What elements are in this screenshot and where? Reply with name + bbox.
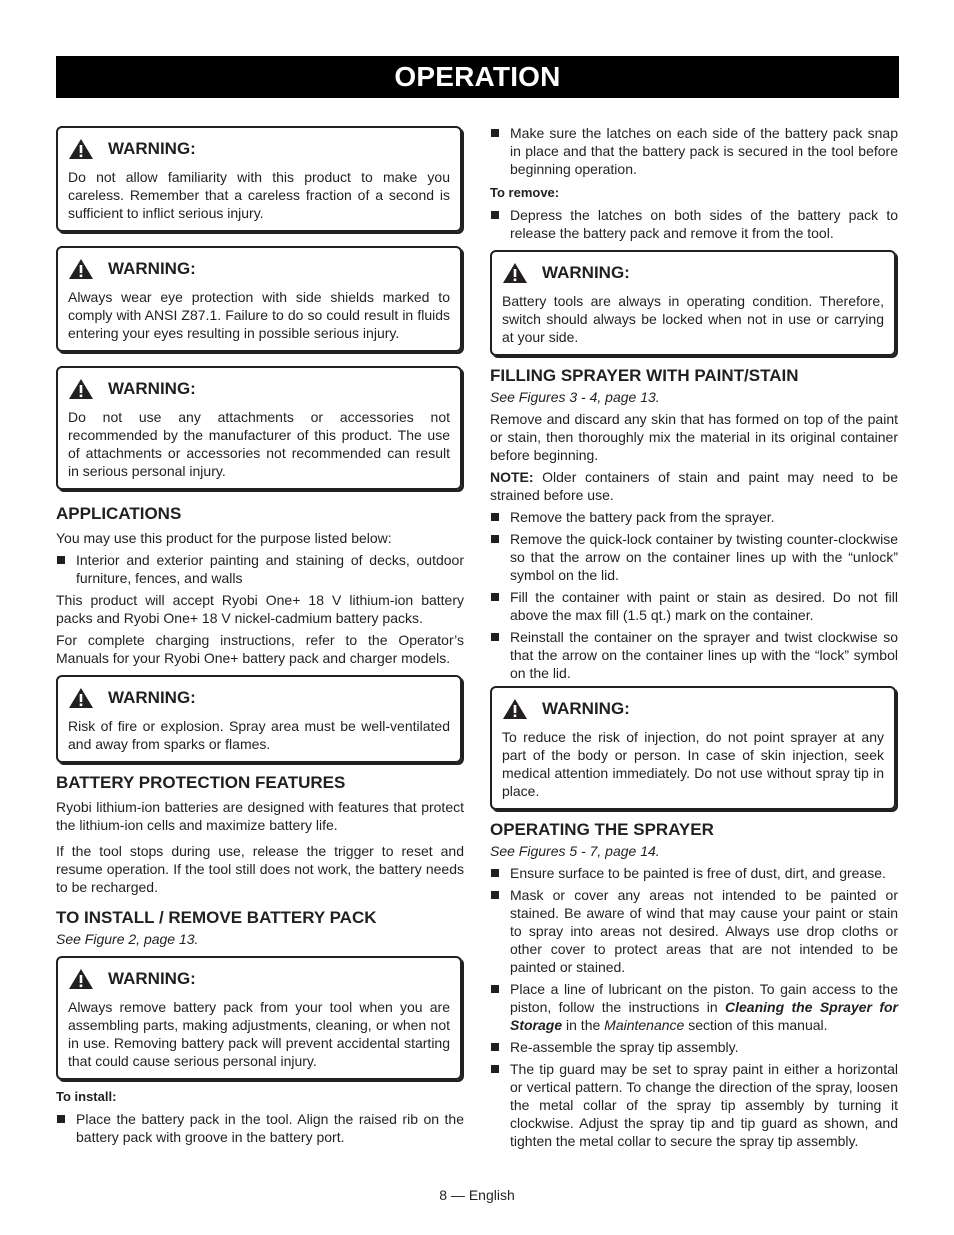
note-text: Older containers of stain and paint may need to be strained before use.	[490, 469, 898, 503]
warning-triangle-icon	[68, 258, 94, 280]
right-column	[490, 124, 898, 1154]
figure-reference: See Figures 3 - 4, page 13.	[490, 389, 660, 405]
warning-box	[56, 366, 462, 490]
warning-box	[56, 675, 462, 763]
warning-title: WARNING:	[108, 139, 196, 158]
paragraph: For complete charging instructions, refer to the Operator’s Manuals for your Ryobi One+ battery pack and charger models.	[56, 632, 464, 666]
section-heading-filling-sprayer: FILLING SPRAYER WITH PAINT/STAIN	[490, 366, 799, 385]
page-title: OPERATION	[394, 61, 561, 92]
subheading-to-remove: To remove:	[490, 185, 560, 200]
warning-title: WARNING:	[108, 379, 196, 398]
left-column	[56, 126, 464, 1150]
warning-text: Always wear eye protection with side shields marked to comply with ANSI Z87.1. Failure to do so could result in fluids entering your eyes resulting in possible serious injury.	[68, 289, 450, 341]
warning-triangle-icon	[68, 378, 94, 400]
list-item: Remove the quick-lock container by twisting counter-clockwise so that the arrow on the container lines up with the “unlock” symbol on the lid.	[490, 530, 898, 584]
warning-triangle-icon	[68, 687, 94, 709]
warning-title: WARNING:	[542, 699, 630, 718]
paragraph: Remove and discard any skin that has formed on top of the paint or stain, then thoroughly mix the material in its original container before beginning.	[490, 411, 898, 463]
warning-text: Battery tools are always in operating condition. Therefore, switch should always be locked when not in use or carrying at your side.	[502, 293, 884, 345]
list-item: Interior and exterior painting and staining of decks, outdoor furniture, fences, and walls	[56, 551, 464, 587]
list-item: Make sure the latches on each side of the battery pack snap in place and that the battery pack is secured in the tool before beginning operation.	[490, 124, 898, 178]
section-heading-battery-protection: BATTERY PROTECTION FEATURES	[56, 773, 346, 792]
list-item	[490, 980, 898, 1034]
warning-text: Risk of fire or explosion. Spray area must be well-ventilated and away from sparks or flames.	[68, 718, 450, 752]
paragraph: You may use this product for the purpose listed below:	[56, 530, 392, 546]
page-footer: 8 — English	[439, 1187, 515, 1203]
cross-reference: Maintenance	[604, 1017, 685, 1033]
warning-text: Do not use any attachments or accessories not recommended by the manufacturer of this product. The use of attachments or accessories not recommended can result in serious personal injury.	[68, 409, 450, 479]
warning-triangle-icon	[502, 698, 528, 720]
warning-box	[56, 956, 462, 1080]
warning-header	[502, 698, 884, 720]
list-item: Re-assemble the spray tip assembly.	[490, 1038, 898, 1056]
warning-header	[68, 687, 450, 709]
list-item: Remove the battery pack from the sprayer.	[490, 508, 898, 526]
figure-reference: See Figures 5 - 7, page 14.	[490, 843, 660, 859]
bullet-list	[490, 508, 898, 682]
list-item: Depress the latches on both sides of the battery pack to release the battery pack and remove it from the tool.	[490, 206, 898, 242]
warning-box	[56, 126, 462, 232]
list-item: The tip guard may be set to spray paint in either a horizontal or vertical pattern. To change the direction of the spray, loosen the metal collar of the spray tip assembly by turning it clockwise. Adjust the spray tip and tip guard as shown, and tighten the metal collar to secure the spray tip assembly.	[490, 1060, 898, 1150]
warning-text: To reduce the risk of injection, do not point sprayer at any part of the body or person. In case of skin injection, seek medical attention immediately. Do not use without spray tip in place.	[502, 729, 884, 799]
warning-triangle-icon	[68, 138, 94, 160]
subheading-to-install: To install:	[56, 1089, 117, 1104]
warning-box	[490, 686, 896, 810]
warning-header	[68, 378, 450, 400]
section-heading-install-battery: TO INSTALL / REMOVE BATTERY PACK	[56, 908, 377, 927]
bullet-list	[490, 864, 898, 1150]
figure-reference: See Figure 2, page 13.	[56, 931, 199, 947]
warning-box	[56, 246, 462, 352]
warning-header	[502, 262, 884, 284]
warning-title: WARNING:	[542, 263, 630, 282]
page-title-banner	[56, 56, 899, 98]
list-item: Fill the container with paint or stain as desired. Do not fill above the max fill (1.5 qt.) mark on the container.	[490, 588, 898, 624]
paragraph: If the tool stops during use, release the trigger to reset and resume operation. If the tool still does not work, the battery needs to be recharged.	[56, 843, 464, 895]
warning-header	[68, 968, 450, 990]
warning-text: Do not allow familiarity with this product to make you careless. Remember that a careless fraction of a second is sufficient to inflict serious injury.	[68, 169, 450, 221]
bullet-list	[56, 1110, 464, 1146]
list-item: Ensure surface to be painted is free of dust, dirt, and grease.	[490, 864, 898, 882]
warning-box	[490, 250, 896, 356]
warning-triangle-icon	[68, 968, 94, 990]
warning-triangle-icon	[502, 262, 528, 284]
section-heading-applications: APPLICATIONS	[56, 504, 182, 523]
warning-header	[68, 138, 450, 160]
bullet-list	[490, 206, 898, 242]
list-item-text: in the	[562, 1017, 605, 1033]
warning-header	[68, 258, 450, 280]
bullet-list	[56, 551, 464, 587]
list-item: Place the battery pack in the tool. Align the raised rib on the battery pack with groove in the battery port.	[56, 1110, 464, 1146]
paragraph: This product will accept Ryobi One+ 18 V lithium-ion battery packs and Ryobi One+ 18 V nickel-cadmium battery packs.	[56, 592, 464, 626]
warning-text: Always remove battery pack from your tool when you are assembling parts, making adjustments, cleaning, or when not in use. Removing battery pack will prevent accidental starting that could cause serious personal injury.	[68, 999, 450, 1069]
list-item: Reinstall the container on the sprayer and twist clockwise so that the arrow on the container lines up with the “lock” symbol on the lid.	[490, 628, 898, 682]
warning-title: WARNING:	[108, 688, 196, 707]
cross-reference: Cleaning the Sprayer for Storage	[510, 999, 898, 1033]
list-item: Mask or cover any areas not intended to be painted or stained. Be aware of wind that may cause your paint or stain to spray into areas not desired. Always use drop cloths or other cover to protect areas that are not intended to be painted or stained.	[490, 886, 898, 976]
bullet-list	[490, 124, 898, 178]
section-heading-operating-sprayer: OPERATING THE SPRAYER	[490, 820, 714, 839]
list-item-text: section of this manual.	[684, 1017, 828, 1033]
warning-title: WARNING:	[108, 969, 196, 988]
note-label: NOTE:	[490, 469, 534, 485]
list-item-text: Place a line of lubricant on the piston. To gain access to the piston, follow the instructions in	[510, 981, 898, 1015]
note-paragraph	[490, 468, 898, 504]
warning-title: WARNING:	[108, 259, 196, 278]
paragraph: Ryobi lithium-ion batteries are designed with features that protect the lithium-ion cells and maximize battery life.	[56, 799, 464, 833]
